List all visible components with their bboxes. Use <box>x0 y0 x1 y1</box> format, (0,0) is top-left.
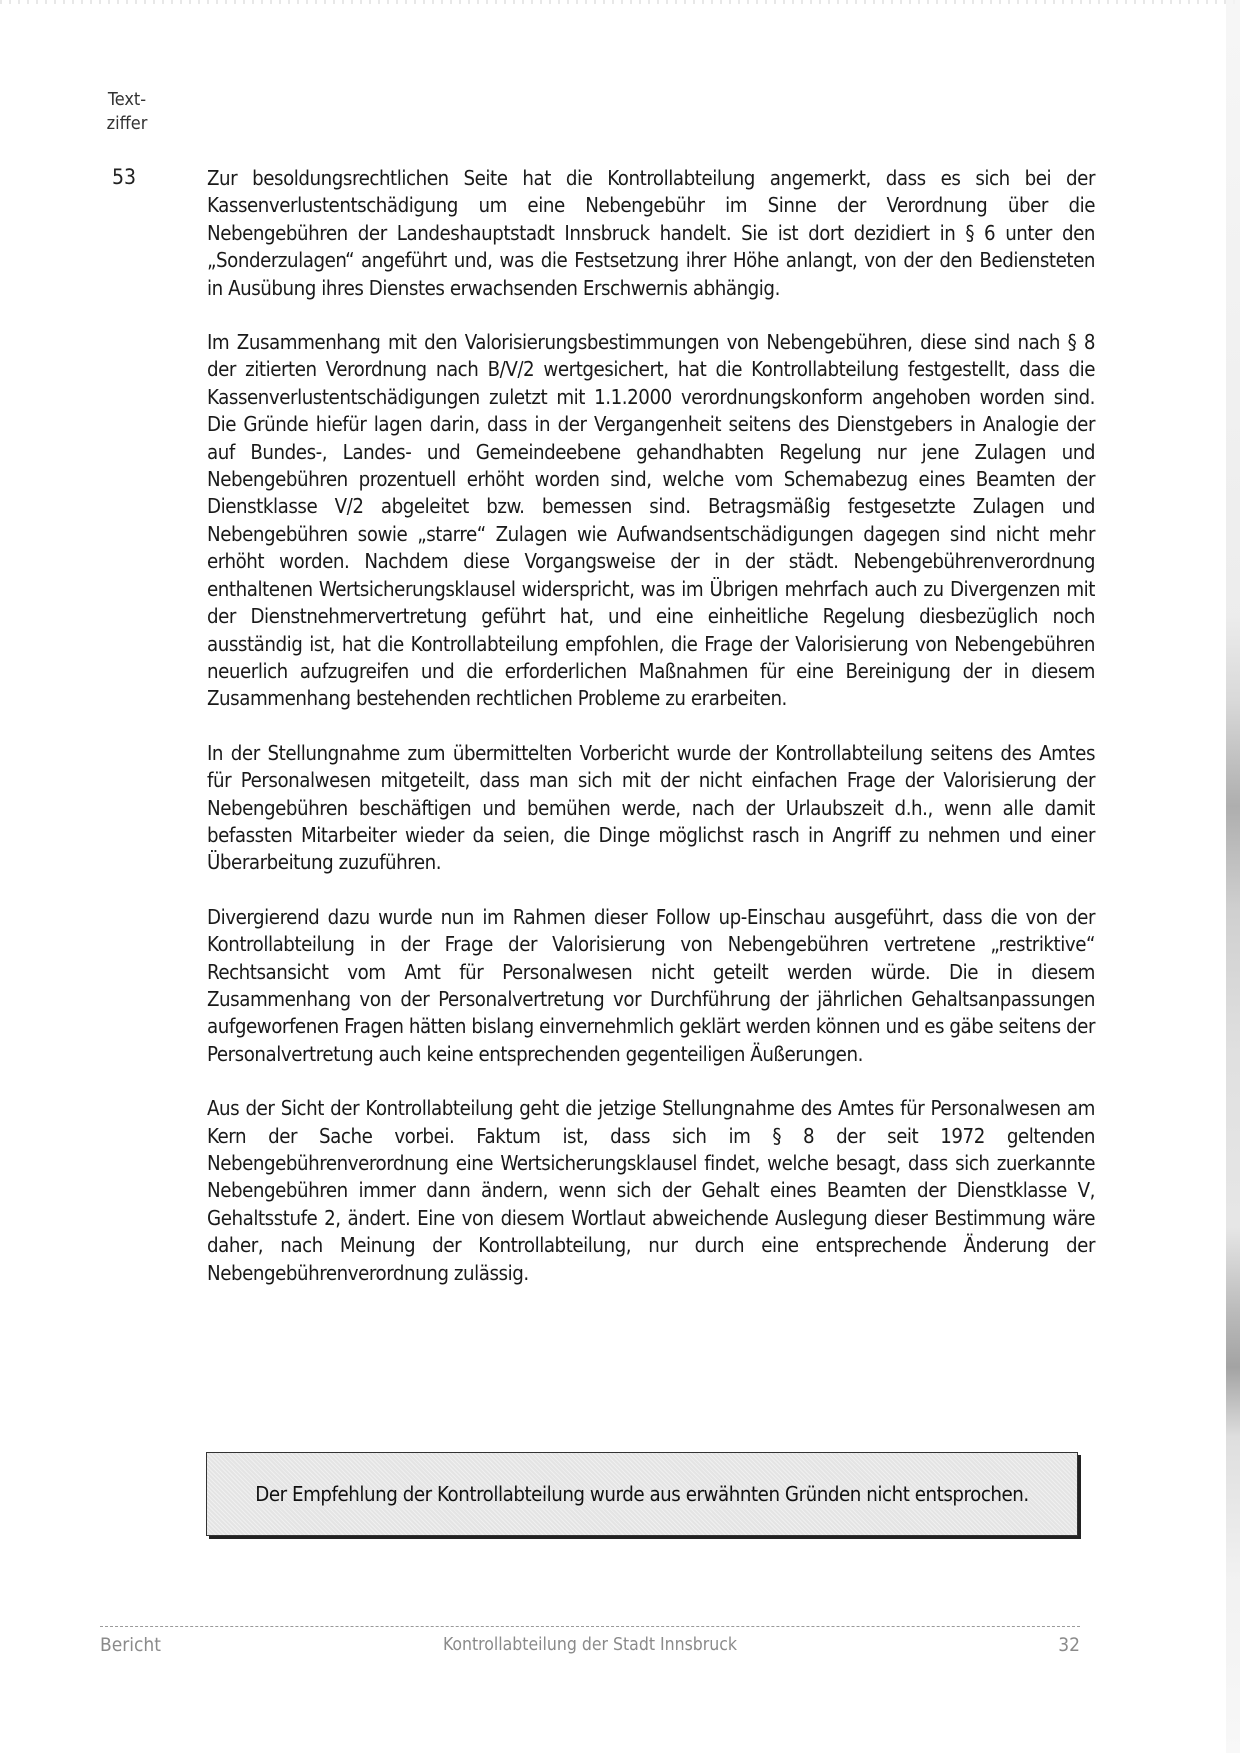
conclusion-box <box>206 1452 1078 1536</box>
paragraph: Aus der Sicht der Kontrollabteilung geht die jetzige Stellungnahme des Amtes für Personalwesen am Kern der Sache vorbei. Faktum ist, dass sich im § 8 der seit 1972 geltenden Nebengebührenverordnung eine Wertsicherungsklausel findet, welche besagt, dass sich zuerkannte Nebengebühren immer dann ändern, wenn sich der Gehalt eines Beamten der Dienstklasse V, Gehaltsstufe 2, ändert. Eine von diesem Wortlaut abweichende Auslegung dieser Bestimmung wäre daher, nach Meinung der Kontrollabteilung, nur durch eine entsprechende Änderung der Nebengebührenverordnung zulässig. <box>207 1096 1095 1285</box>
margin-label-line1: Text- <box>107 89 147 110</box>
paragraph: Divergierend dazu wurde nun im Rahmen dieser Follow up-Einschau ausgeführt, dass die von der Kontrollabteilung in der Frage der Valorisierung von Nebengebühren vertretene „restriktive“ Rechtsansicht vom Amt für Personalwesen nicht geteilt werden würde. Die in diesem Zusammenhang von der Personalvertretung vor Durchführung der jährlichen Gehaltsanpassungen aufgeworfenen Fragen hätten bislang einvernehmlich geklärt werden können und es gäbe seitens der Personalvertretung auch keine entsprechenden gegenteiligen Äußerungen. <box>207 904 1095 1066</box>
paragraph: Im Zusammenhang mit den Valorisierungsbestimmungen von Nebengebühren, diese sind nach § 8 der zitierten Verordnung nach B/V/2 wertgesichert, hat die Kontrollabteilung festgestellt, dass die Kassenverlustentschädigungen zuletzt mit 1.1.2000 verordnungskonform angehoben worden sind. Die Gründe hiefür lagen darin, dass in der Vergangenheit seitens des Dienstgebers in Analogie der auf Bundes-, Landes- und Gemeindeebene gehandhabten Regelung nur jene Zulagen und Nebengebühren prozentuell erhöht worden sind, welche vom Schemabezug eines Beamten der Dienstklasse V/2 abgeleitet bzw. bemessen sind. Betragsmäßig festgesetzte Zulagen und Nebengebühren sowie „starre“ Zulagen wie Aufwandsentschädigungen dagegen sind nicht mehr erhöht worden. Nachdem diese Vorgangsweise der in der städt. Nebengebührenverordnung enthaltenen Wertsicherungsklausel widerspricht, was im Übrigen mehrfach auch zu Divergenzen mit der Dienstnehmervertretung geführt hat, und eine einheitliche Regelung diesbezüglich noch ausständig ist, hat die Kontrollabteilung empfohlen, die Frage der Valorisierung von Nebengebühren neuerlich aufzugreifen und die erforderlichen Maßnahmen für eine Bereinigung der in diesem Zusammenhang bestehenden rechtlichen Probleme zu erarbeiten. <box>207 330 1095 711</box>
document-body <box>207 165 1095 1314</box>
scan-artifact-right <box>1226 0 1240 1753</box>
paragraph-number: 53 <box>112 165 137 189</box>
scan-artifact-top <box>0 0 1240 4</box>
paragraph: In der Stellungnahme zum übermittelten Vorbericht wurde der Kontrollabteilung seitens des Amtes für Personalwesen mitgeteilt, dass man sich mit der nicht einfachen Frage der Valorisierung der Nebengebühren beschäftigen und bemühen werde, nach der Urlaubszeit d.h., wenn alle damit befassten Mitarbeiter wieder da seien, die Dinge möglichst rasch in Angriff zu nehmen und einer Überarbeitung zuzuführen. <box>207 740 1095 875</box>
paragraph: Zur besoldungsrechtlichen Seite hat die Kontrollabteilung angemerkt, dass es sich bei der Kassenverlustentschädigung um eine Nebengebühr im Sinne der Verordnung über die Nebengebühren der Landeshauptstadt Innsbruck handelt. Sie ist dort dezidiert in § 6 unter den „Sonderzulagen“ angeführt und, was die Festsetzung ihrer Höhe anlangt, von der den Bediensteten in Ausübung ihres Dienstes erwachsenden Erschwernis abhängig. <box>207 166 1095 300</box>
page-footer <box>100 1632 1080 1658</box>
page-number: 32 <box>1058 1634 1080 1656</box>
footer-organization: Kontrollabteilung der Stadt Innsbruck <box>442 1635 738 1655</box>
margin-label-line2: ziffer <box>106 113 148 134</box>
footer-divider <box>100 1626 1080 1627</box>
margin-label <box>102 88 152 136</box>
conclusion-text: Der Empfehlung der Kontrollabteilung wurde aus erwähnten Gründen nicht entsprochen. <box>255 1481 1029 1506</box>
footer-document-type: Bericht <box>100 1634 161 1656</box>
